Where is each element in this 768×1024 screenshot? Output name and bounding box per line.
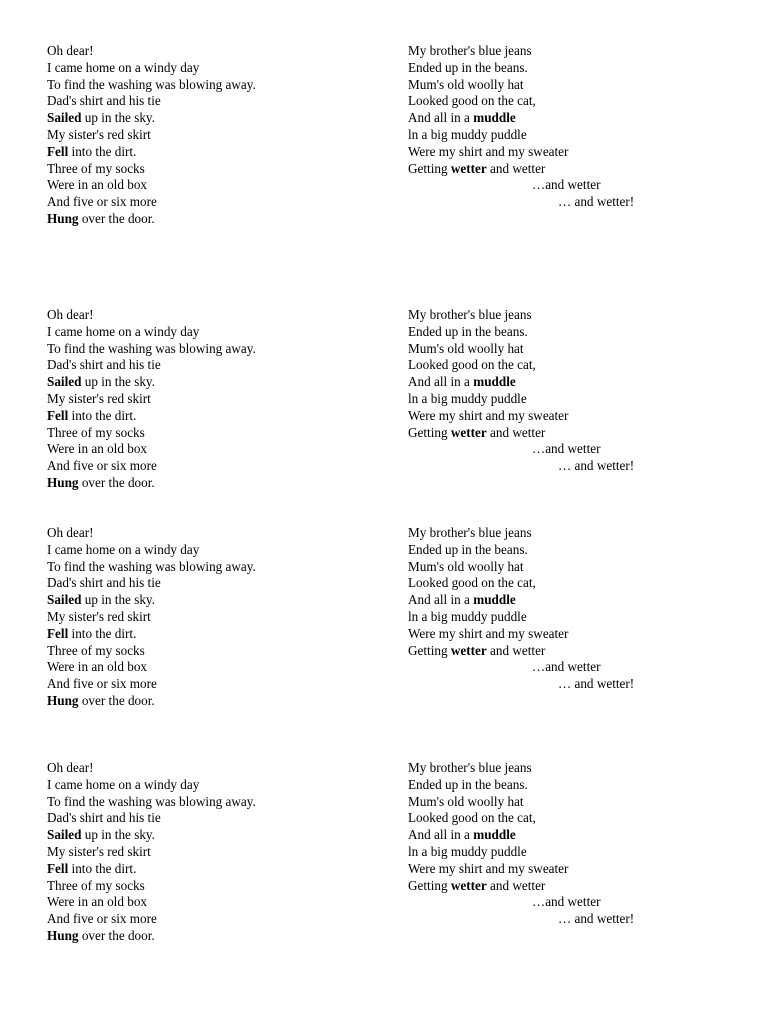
poem-line: And all in a muddle xyxy=(408,827,516,843)
poem-line: Were in an old box xyxy=(47,441,148,457)
poem-line: And all in a muddle xyxy=(408,374,516,390)
poem-line: Dad's shirt and his tie xyxy=(47,93,161,109)
poem-line: Getting wetter and wetter xyxy=(408,160,546,176)
poem-line: To find the washing was blowing away. xyxy=(47,340,256,356)
poem-line: Hung over the door. xyxy=(47,210,155,226)
poem-line: And five or six more xyxy=(47,676,157,692)
poem-left-column xyxy=(47,525,387,710)
poem-line: And all in a muddle xyxy=(408,592,516,608)
poem-line: Fell into the dirt. xyxy=(47,860,137,876)
poem-line: Hung over the door. xyxy=(47,927,155,943)
poem-line: I came home on a windy day xyxy=(47,541,200,557)
poem-line: Fell into the dirt. xyxy=(47,143,137,159)
poem-line: Three of my socks xyxy=(47,160,145,176)
poem-line: Ended up in the beans. xyxy=(408,776,528,792)
poem-line: Getting wetter and wetter xyxy=(408,877,546,893)
poem-line: Ended up in the beans. xyxy=(408,323,528,339)
poem-line: And five or six more xyxy=(47,458,157,474)
poem-line: Oh dear! xyxy=(47,43,94,58)
poem-line: To find the washing was blowing away. xyxy=(47,76,256,92)
poem-line: My brother's blue jeans xyxy=(408,307,532,322)
poem-line: Fell into the dirt. xyxy=(47,625,137,641)
poem-line: Ended up in the beans. xyxy=(408,59,528,75)
poem-right-column xyxy=(408,307,708,475)
poem-line: Three of my socks xyxy=(47,424,145,440)
poem-line: Getting wetter and wetter xyxy=(408,424,546,440)
poem-line: To find the washing was blowing away. xyxy=(47,793,256,809)
poem-line: Were in an old box xyxy=(47,659,148,675)
poem-line: My sister's red skirt xyxy=(47,608,151,624)
poem-line: ln a big muddy puddle xyxy=(408,843,527,859)
poem-line: Three of my socks xyxy=(47,877,145,893)
poem-line: Sailed up in the sky. xyxy=(47,374,155,390)
poem-line: Sailed up in the sky. xyxy=(47,827,155,843)
poem-line: Mum's old woolly hat xyxy=(408,793,524,809)
poem-left-column xyxy=(47,760,387,945)
poem-line: Dad's shirt and his tie xyxy=(47,575,161,591)
poem-line: Were my shirt and my sweater xyxy=(408,143,569,159)
poem-line: I came home on a windy day xyxy=(47,59,200,75)
poem-line: My brother's blue jeans xyxy=(408,43,532,58)
poem-line: … and wetter! xyxy=(558,458,635,474)
poem-line: To find the washing was blowing away. xyxy=(47,558,256,574)
poem-line: My brother's blue jeans xyxy=(408,760,532,775)
poem-line: Fell into the dirt. xyxy=(47,407,137,423)
poem-line: Getting wetter and wetter xyxy=(408,642,546,658)
poem-line: Ended up in the beans. xyxy=(408,541,528,557)
poem-line: Three of my socks xyxy=(47,642,145,658)
poem-line: My sister's red skirt xyxy=(47,126,151,142)
poem-line: Were in an old box xyxy=(47,177,148,193)
poem-right-column xyxy=(408,525,708,693)
poem-line: My sister's red skirt xyxy=(47,390,151,406)
poem-line: … and wetter! xyxy=(558,911,635,927)
poem-line: I came home on a windy day xyxy=(47,776,200,792)
poem-line: Looked good on the cat, xyxy=(408,93,536,109)
poem-line: Mum's old woolly hat xyxy=(408,558,524,574)
poem-line: And all in a muddle xyxy=(408,110,516,126)
poem-line: ln a big muddy puddle xyxy=(408,608,527,624)
poem-line: ln a big muddy puddle xyxy=(408,126,527,142)
poem-line: … and wetter! xyxy=(558,194,635,210)
poem-line: ln a big muddy puddle xyxy=(408,390,527,406)
poem-line: Hung over the door. xyxy=(47,474,155,490)
poem-left-column xyxy=(47,307,387,492)
poem-line: Sailed up in the sky. xyxy=(47,110,155,126)
poem-right-column xyxy=(408,43,708,211)
poem-line: And five or six more xyxy=(47,194,157,210)
poem-line: My brother's blue jeans xyxy=(408,525,532,540)
poem-line: Hung over the door. xyxy=(47,692,155,708)
poem-line: Dad's shirt and his tie xyxy=(47,810,161,826)
poem-line: Were in an old box xyxy=(47,894,148,910)
poem-line: Looked good on the cat, xyxy=(408,357,536,373)
poem-line: And five or six more xyxy=(47,911,157,927)
poem-line: I came home on a windy day xyxy=(47,323,200,339)
poem-line: Mum's old woolly hat xyxy=(408,76,524,92)
poem-line: Oh dear! xyxy=(47,307,94,322)
poem-line: Dad's shirt and his tie xyxy=(47,357,161,373)
poem-line: Were my shirt and my sweater xyxy=(408,860,569,876)
poem-line: Sailed up in the sky. xyxy=(47,592,155,608)
poem-line: …and wetter xyxy=(532,659,601,675)
poem-line: Looked good on the cat, xyxy=(408,575,536,591)
poem-line: Looked good on the cat, xyxy=(408,810,536,826)
poem-line: Oh dear! xyxy=(47,760,94,775)
poem-line: …and wetter xyxy=(532,441,601,457)
poem-line: …and wetter xyxy=(532,894,601,910)
poem-line: Were my shirt and my sweater xyxy=(408,407,569,423)
poem-line: Oh dear! xyxy=(47,525,94,540)
poem-left-column xyxy=(47,43,387,228)
poem-line: Mum's old woolly hat xyxy=(408,340,524,356)
poem-line: … and wetter! xyxy=(558,676,635,692)
poem-line: …and wetter xyxy=(532,177,601,193)
poem-line: Were my shirt and my sweater xyxy=(408,625,569,641)
poem-right-column xyxy=(408,760,708,928)
poem-line: My sister's red skirt xyxy=(47,843,151,859)
